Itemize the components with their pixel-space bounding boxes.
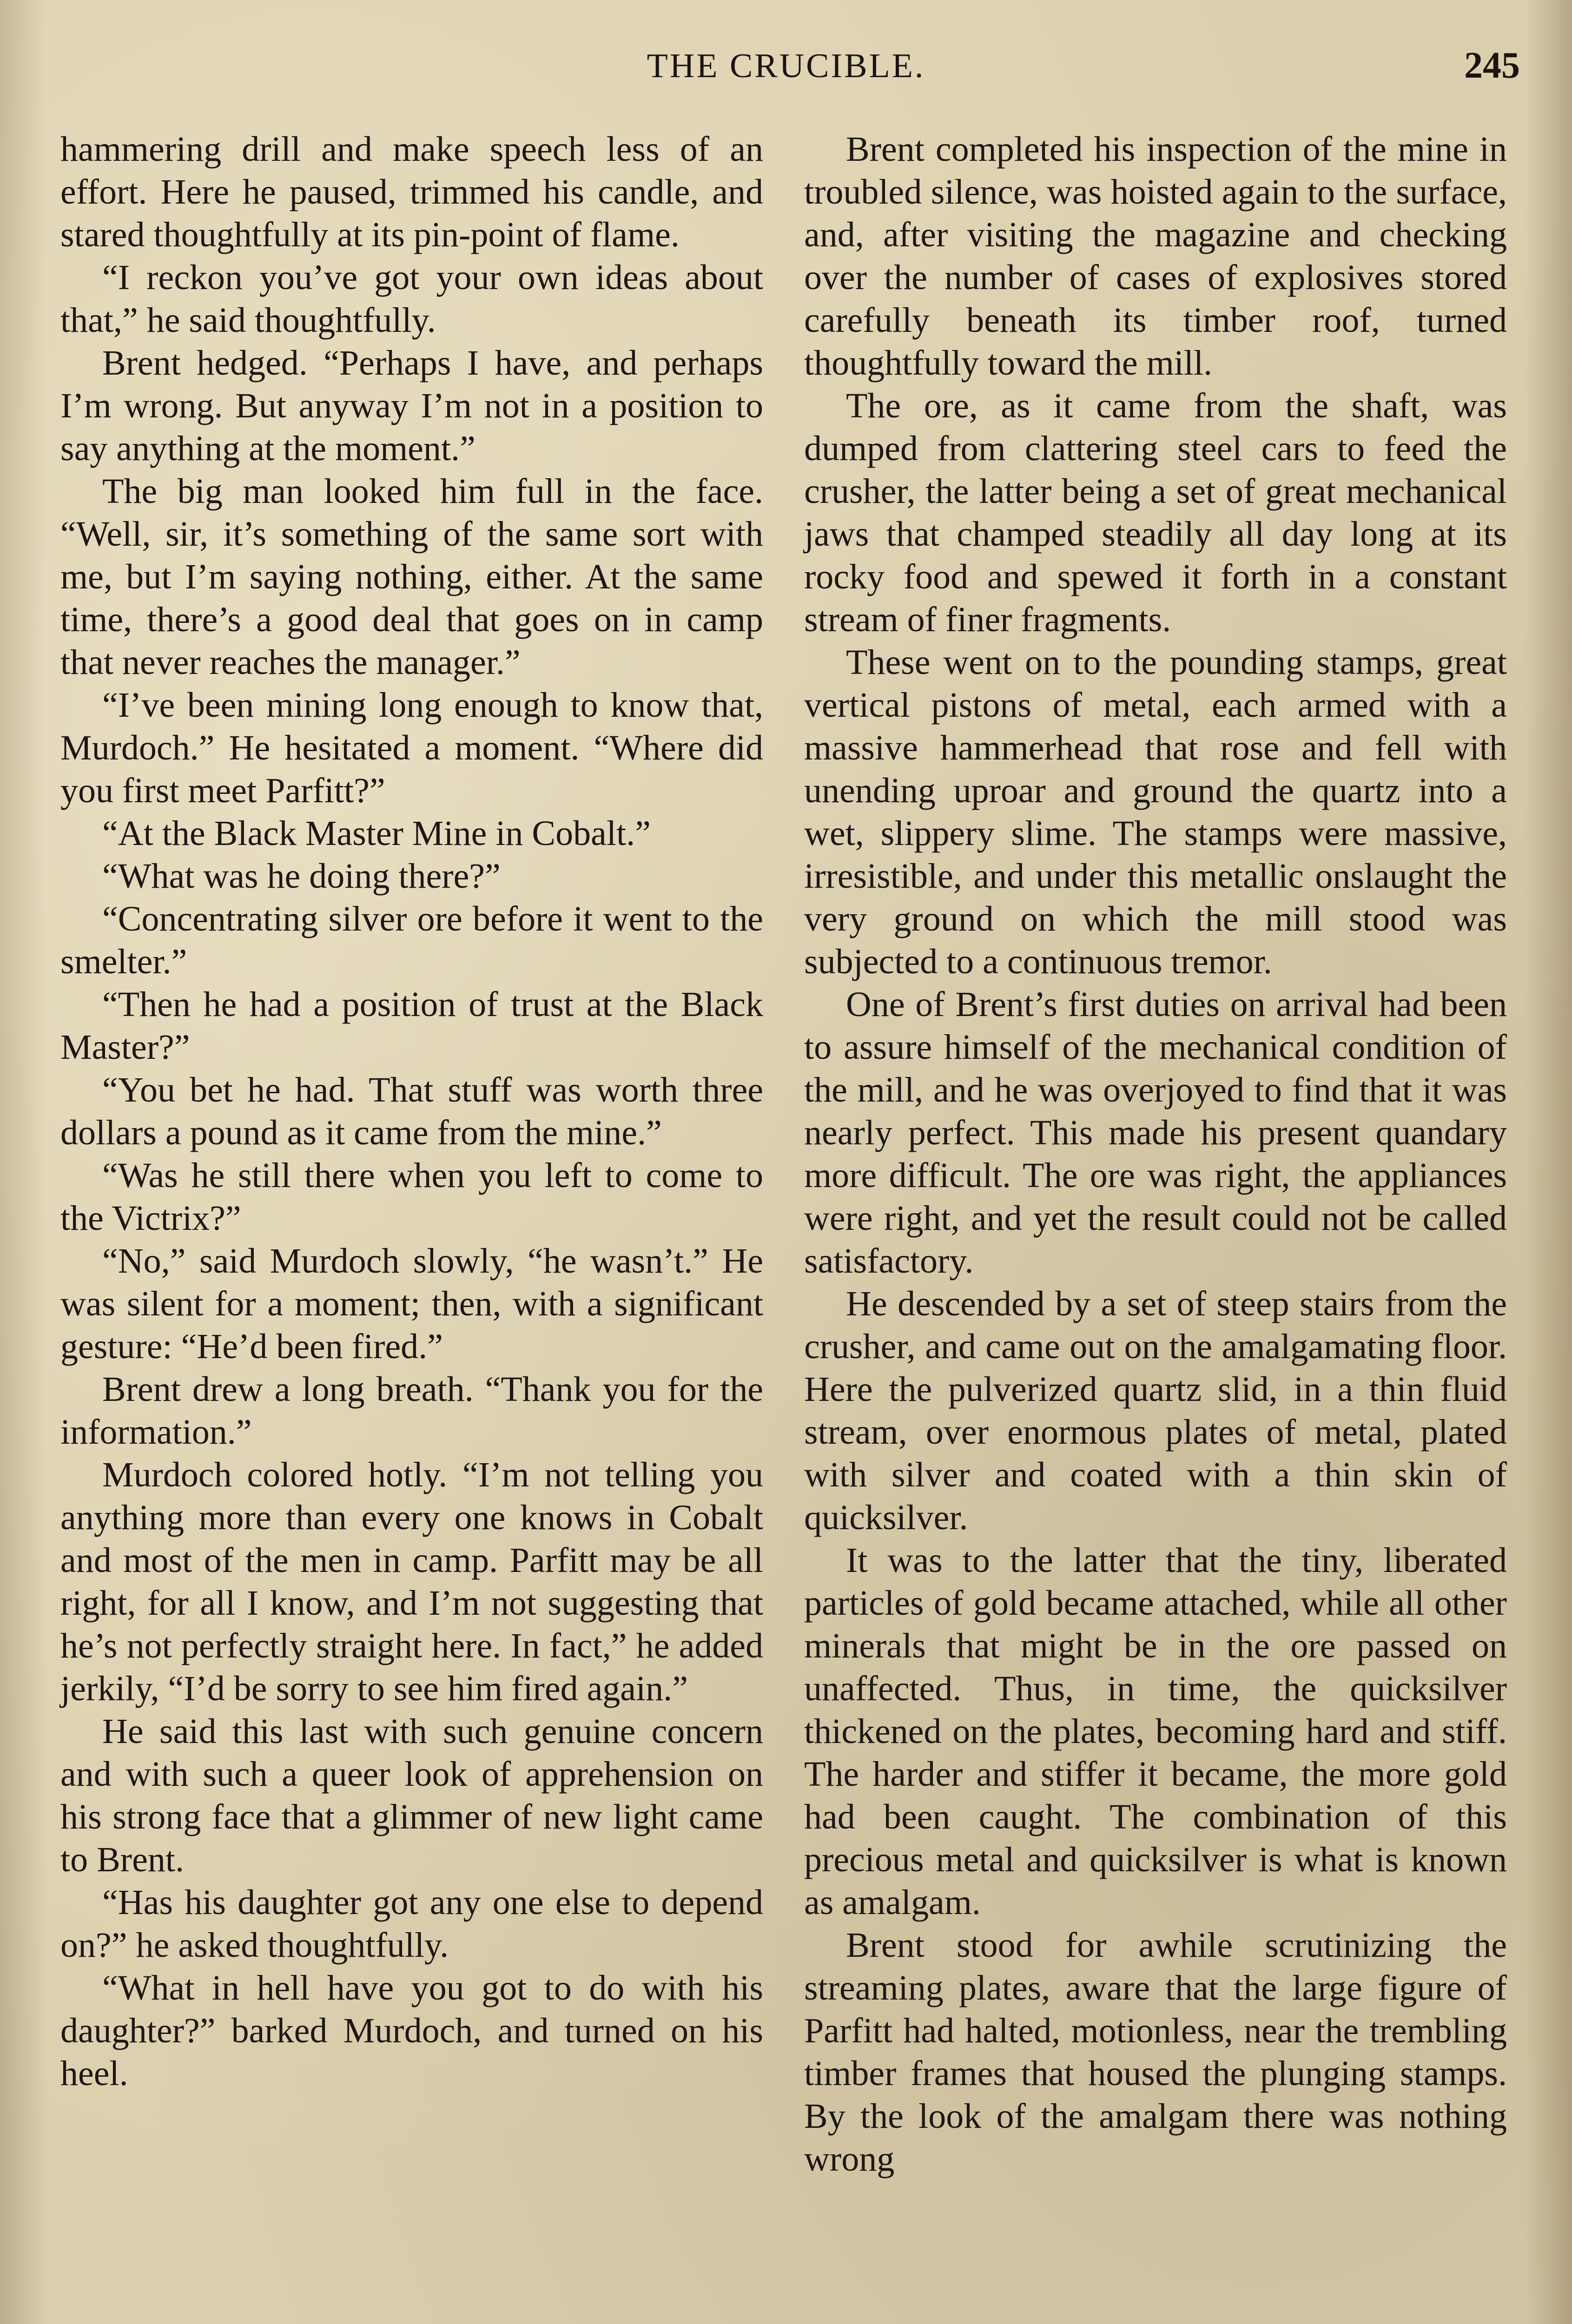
paragraph: He descended by a set of steep stairs from the crusher, and came out on the amalgamating floor. Here the pulverized quartz slid, in a thin fluid stream, over enormous plates of metal, plated with silver and coated with a thin skin of quicksilver. bbox=[804, 1284, 1507, 1537]
right-column bbox=[804, 128, 1507, 2180]
paragraph: Brent completed his inspection of the mine in troubled silence, was hoisted again to the surface, and, after visiting the magazine and checking over the number of cases of explosives stored carefully beneath its timber roof, turned thoughtfully toward the mill. bbox=[804, 130, 1507, 383]
paragraph: Brent hedged. “Perhaps I have, and perhaps I’m wrong. But anyway I’m not in a position to say anything at the moment.” bbox=[60, 343, 763, 468]
paragraph: The big man looked him full in the face. “Well, sir, it’s something of the same sort with me, but I’m saying nothing, either. At the same time, there’s a good deal that goes on in camp that never reaches the manager.” bbox=[60, 472, 763, 682]
paragraph: These went on to the pounding stamps, great vertical pistons of metal, each armed with a massive hammerhead that rose and fell with unending uproar and ground the quartz into a wet, slippery slime. The stamps were massive, irresistible, and under this metallic onslaught the very ground on which the mill stood was subjected to a continuous tremor. bbox=[804, 643, 1507, 981]
paragraph: It was to the latter that the tiny, liberated particles of gold became attached, while all other minerals that might be in the ore passed on unaffected. Thus, in time, the quicksilver thickened on the plates, becoming hard and stiff. The harder and stiffer it became, the more gold had been caught. The combination of this precious metal and quicksilver is what is known as amalgam. bbox=[804, 1541, 1507, 1922]
paragraph: “Concentrating silver ore before it went to the smelter.” bbox=[60, 899, 763, 981]
paragraph: “At the Black Master Mine in Cobalt.” bbox=[102, 814, 651, 853]
running-title: THE CRUCIBLE. bbox=[647, 47, 925, 85]
paragraph: Brent stood for awhile scrutinizing the streaming plates, aware that the large figure of Parfitt had halted, motionless, near the trembling timber frames that housed the plunging stamps. By the look of the amalgam there was nothing wrong bbox=[804, 1926, 1507, 2179]
paragraph: Murdoch colored hotly. “I’m not telling you anything more than every one knows in Cobalt and most of the men in camp. Parfitt may be all right, for all I know, and I’m not suggesting that he’s not perfectly straight here. In fact,” he added jerkily, “I’d be sorry to see him fired again.” bbox=[60, 1455, 763, 1708]
paragraph: He said this last with such genuine concern and with such a queer look of apprehension on his strong face that a glimmer of new light came to Brent. bbox=[60, 1712, 763, 1879]
paragraph: “No,” said Murdoch slowly, “he wasn’t.” He was silent for a moment; then, with a significant gesture: “He’d been fired.” bbox=[60, 1241, 763, 1366]
paragraph: “What in hell have you got to do with his daughter?” barked Murdoch, and turned on his heel. bbox=[60, 1968, 763, 2093]
paragraph: “Then he had a position of trust at the Black Master?” bbox=[60, 985, 763, 1067]
paragraph: “I’ve been mining long enough to know that, Murdoch.” He hesitated a moment. “Where did you first meet Parfitt?” bbox=[60, 686, 763, 810]
paragraph: “Was he still there when you left to come to the Victrix?” bbox=[60, 1156, 763, 1238]
page-number: 245 bbox=[1464, 45, 1520, 86]
paragraph: Brent drew a long breath. “Thank you for the information.” bbox=[60, 1370, 763, 1452]
paragraph: The ore, as it came from the shaft, was dumped from clattering steel cars to feed the crusher, the latter being a set of great mechanical jaws that champed steadily all day long at its rocky food and spewed it forth in a constant stream of finer fragments. bbox=[804, 386, 1507, 639]
paragraph: “What was he doing there?” bbox=[102, 857, 501, 896]
left-column bbox=[60, 128, 763, 2095]
paragraph: “You bet he had. That stuff was worth three dollars a pound as it came from the mine.” bbox=[60, 1070, 763, 1152]
paragraph: “Has his daughter got any one else to depend on?” he asked thoughtfully. bbox=[60, 1883, 763, 1965]
paragraph: One of Brent’s first duties on arrival had been to assure himself of the mechanical condition of the mill, and he was overjoyed to find that it was nearly perfect. This made his present quandary more difficult. The ore was right, the appliances were right, and yet the result could not be called satisfactory. bbox=[804, 985, 1507, 1281]
paragraph: hammering drill and make speech less of an effort. Here he paused, trimmed his candle, and stared thoughtfully at its pin-point of flame. bbox=[60, 130, 763, 254]
paragraph: “I reckon you’ve got your own ideas about that,” he said thoughtfully. bbox=[60, 258, 763, 340]
